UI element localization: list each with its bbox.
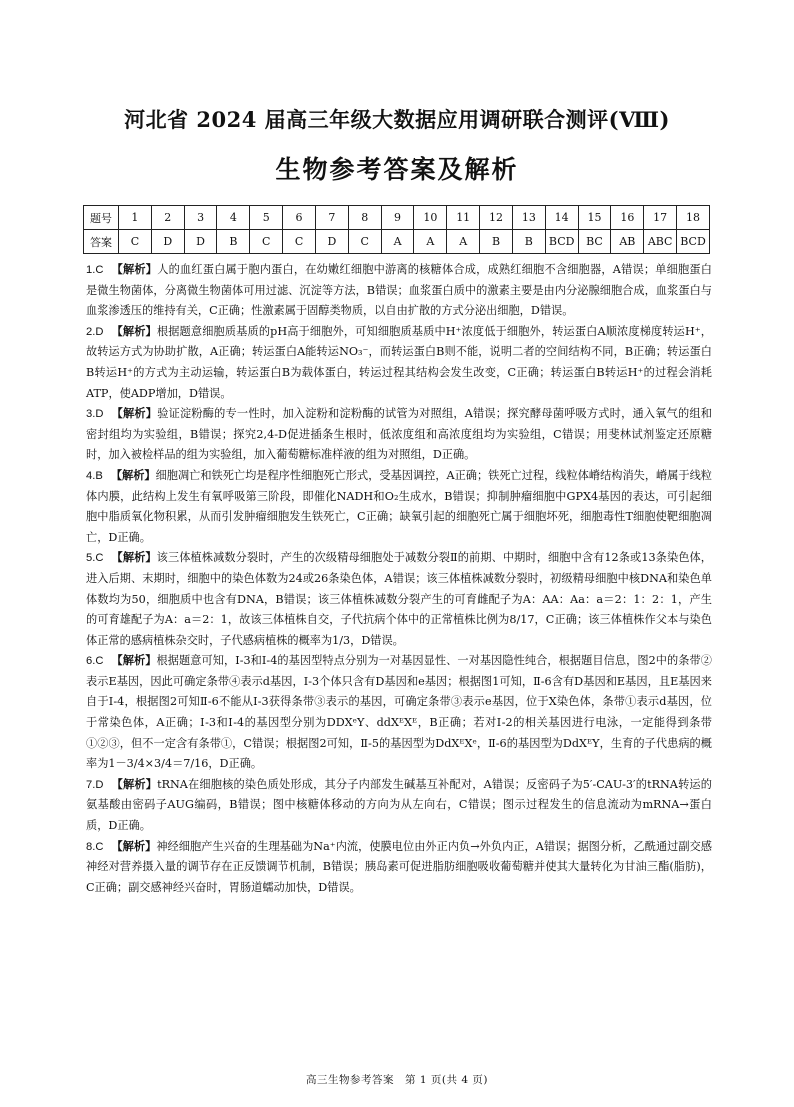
question-number: 17 [644,206,677,230]
item-explanation-text: 根据题意细胞质基质的pH高于细胞外，可知细胞质基质中H⁺浓度低于细胞外，转运蛋白A顺浓度梯度转运H⁺，故转运方式为协助扩散，A正确；转运蛋白A能转运NO₃⁻，而转运蛋白B则不能，说明二者的空间结构不同，B正确；转运蛋白B转运H⁺的方式为主动运输，转运蛋白B为载体蛋白，转运过程其结构会发生改变，C正确；转运蛋白B转运H⁺的过程会消耗ATP，使ADP增加，D错误。 [86,324,712,400]
analysis-tag: 【解析】 [111,324,157,338]
item-explanation-text: 该三体植株减数分裂时，产生的次级精母细胞处于减数分裂Ⅱ的前期、中期时，细胞中含有12条或13条染色体，进入后期、末期时，细胞中的染色体数为24或26条染色体，A错误；该三体植株减数分裂时，初级精母细胞中核DNA和染色单体数均为50，细胞质中也含有DNA，B错误；该三体植株减数分裂产生的可育雌配子为A：AA：Aa：a＝2：1：2：1，产生的可育雄配子为A：a＝2：1，故该三体植株自交，子代抗病个体中的正常植株比例为8/17，C正确；该三体植株作父本与染色体正常的感病植株杂交时，子代感病植株的概率为1/3，D错误。 [86,551,712,647]
item-explanation-text: tRNA在细胞核的染色质处形成，其分子内部发生碱基互补配对，A错误；反密码子为5′-CAU-3′的tRNA转运的氨基酸由密码子AUG编码，B错误；图中核糖体移动的方向为从左向右，C错误；图示过程发生的信息流动为mRNA→蛋白质，D正确。 [86,777,712,833]
question-number-row [84,206,710,230]
item-answer: C [95,552,104,565]
answer-table [83,205,710,254]
explanation-item-2 [86,322,712,404]
page-subtitle: 生物参考答案及解析 [275,155,519,184]
item-answer: C [95,264,104,276]
item-number: 1. [86,264,96,276]
item-explanation-text: 人的血红蛋白属于胞内蛋白，在幼嫩红细胞中游离的核糖体合成，成熟红细胞不含细胞器，A错误；单细胞蛋白是微生物菌体，分离微生物菌体可用过滤、沉淀等方法，B错误；血浆蛋白质中的激素主要是由内分泌腺细胞合成，血浆蛋白与血浆渗透压的维持有关，C正确；性激素属于固醇类物质，以自由扩散的方式分泌出细胞，D错误。 [86,263,712,318]
answer-row-label: 答案 [84,230,119,254]
explanation-item-8 [86,837,712,899]
item-number: 6. [86,655,96,668]
answer-cell: D [151,230,184,254]
item-answer: D [95,778,104,791]
question-number: 2 [151,206,184,230]
explanation-item-4 [86,466,712,548]
question-number: 18 [677,206,710,230]
answer-cell: ABC [644,230,677,254]
page-title: 河北省 2024 届高三年级大数据应用调研联合测评(Ⅷ) [124,107,670,132]
explanation-item-7 [86,775,712,837]
question-number: 3 [184,206,217,230]
answer-cell: C [250,230,283,254]
explanation-item-5 [86,548,712,651]
question-number: 7 [315,206,348,230]
answer-cell: A [381,230,414,254]
item-explanation-text: 根据题意可知，Ⅰ-3和Ⅰ-4的基因型特点分别为一对基因显性、一对基因隐性纯合，根据题目信息，图2中的条带②表示E基因，因此可确定条带④表示d基因，Ⅰ-3个体只含有D基因和e基因；根据图1可知，Ⅱ-6含有D基因和E基因，且E基因来自于Ⅰ-4，根据图2可知Ⅱ-6不能从Ⅰ-3获得条带③表示的基因，可确定条带③表示e基因，位于X染色体，条带①表示d基因，位于常染色体，A正确；Ⅰ-3和Ⅰ-4的基因型分别为DDXᵉY、ddXᴱXᴱ，B正确；若对Ⅰ-2的相关基因进行电泳，一定能得到条带①②③，但不一定含有条带①，C错误；根据图2可知，Ⅱ-5的基因型为DdXᴱXᵉ，Ⅱ-6的基因型为DdXᴱY，生育的子代患病的概率为1－3/4×3/4＝7/16，D正确。 [86,654,712,771]
item-explanation-text: 神经细胞产生兴奋的生理基础为Na⁺内流，使膜电位由外正内负→外负内正，A错误；据图分析，乙酰通过副交感神经对营养摄入量的调节存在正反馈调节机制，B错误；胰岛素可促进脂肪细胞吸收葡萄糖并使其大量转化为甘油三酯(脂肪)，C正确；副交感神经兴奋时，胃肠道蠕动加快，D错误。 [86,839,712,894]
question-number: 11 [447,206,480,230]
question-number: 8 [348,206,381,230]
answer-cell: D [315,230,348,254]
answer-cell: BC [578,230,611,254]
answer-cell: D [184,230,217,254]
item-explanation-text: 细胞凋亡和铁死亡均是程序性细胞死亡形式，受基因调控，A正确；铁死亡过程，线粒体嵴结构消失，嵴属于线粒体内膜，此结构上发生有氧呼吸第三阶段，即催化NADH和O₂生成水，B错误；抑制肿瘤细胞中GPX4基因的表达，可引起细胞中脂质氧化物积累，从而引发肿瘤细胞发生铁死亡，C正确；缺氧引起的细胞死亡属于细胞坏死，细胞毒性T细胞使靶细胞凋亡，D正确。 [86,468,712,544]
question-number: 15 [578,206,611,230]
answer-cell: B [217,230,250,254]
question-number: 4 [217,206,250,230]
explanation-item-1 [86,260,712,322]
answer-cell: C [119,230,152,254]
analysis-tag: 【解析】 [111,839,157,853]
analysis-tag: 【解析】 [111,777,158,791]
item-explanation-text: 验证淀粉酶的专一性时，加入淀粉和淀粉酶的试管为对照组，A错误；探究酵母菌呼吸方式时，通入氧气的组和密封组均为实验组，B错误；探究2,4-D促进插条生根时，低浓度组和高浓度组均为实验组，C错误；用斐林试剂鉴定还原糖时，加入被检样品的组为实验组，加入葡萄糖标准样液的组为对照组，D正确。 [86,407,712,462]
question-number: 14 [545,206,578,230]
analysis-tag: 【解析】 [111,407,158,421]
item-answer: C [95,655,104,668]
item-number: 5. [86,552,96,565]
answer-cell: B [480,230,513,254]
item-answer: D [95,325,104,338]
question-number: 12 [480,206,513,230]
answer-cell: A [414,230,447,254]
analysis-tag: 【解析】 [111,654,157,668]
item-number: 7. [86,778,96,791]
item-number: 3. [86,408,96,421]
answer-cell: B [512,230,545,254]
question-number: 9 [381,206,414,230]
question-number: 5 [250,206,283,230]
answer-cell: A [447,230,480,254]
question-number: 6 [283,206,316,230]
explanation-list [86,260,712,898]
item-answer: B [95,469,103,482]
item-answer: C [95,840,104,853]
analysis-tag: 【解析】 [111,263,158,276]
answer-cell: BCD [545,230,578,254]
question-number: 10 [414,206,447,230]
answer-cell: AB [611,230,644,254]
analysis-tag: 【解析】 [110,468,156,482]
answer-row [84,230,710,254]
page-footer: 高三生物参考答案 第 1 页(共 4 页) [306,1074,488,1086]
item-number: 8. [86,840,96,853]
question-row-label: 题号 [84,206,119,230]
analysis-tag: 【解析】 [111,551,157,565]
answer-cell: BCD [677,230,710,254]
explanation-item-3 [86,404,712,466]
item-answer: D [95,408,104,421]
answer-cell: C [348,230,381,254]
item-number: 2. [86,325,96,338]
answer-cell: C [283,230,316,254]
question-number: 16 [611,206,644,230]
question-number: 1 [119,206,152,230]
explanation-item-6 [86,651,712,775]
item-number: 4. [86,469,96,482]
question-number: 13 [512,206,545,230]
